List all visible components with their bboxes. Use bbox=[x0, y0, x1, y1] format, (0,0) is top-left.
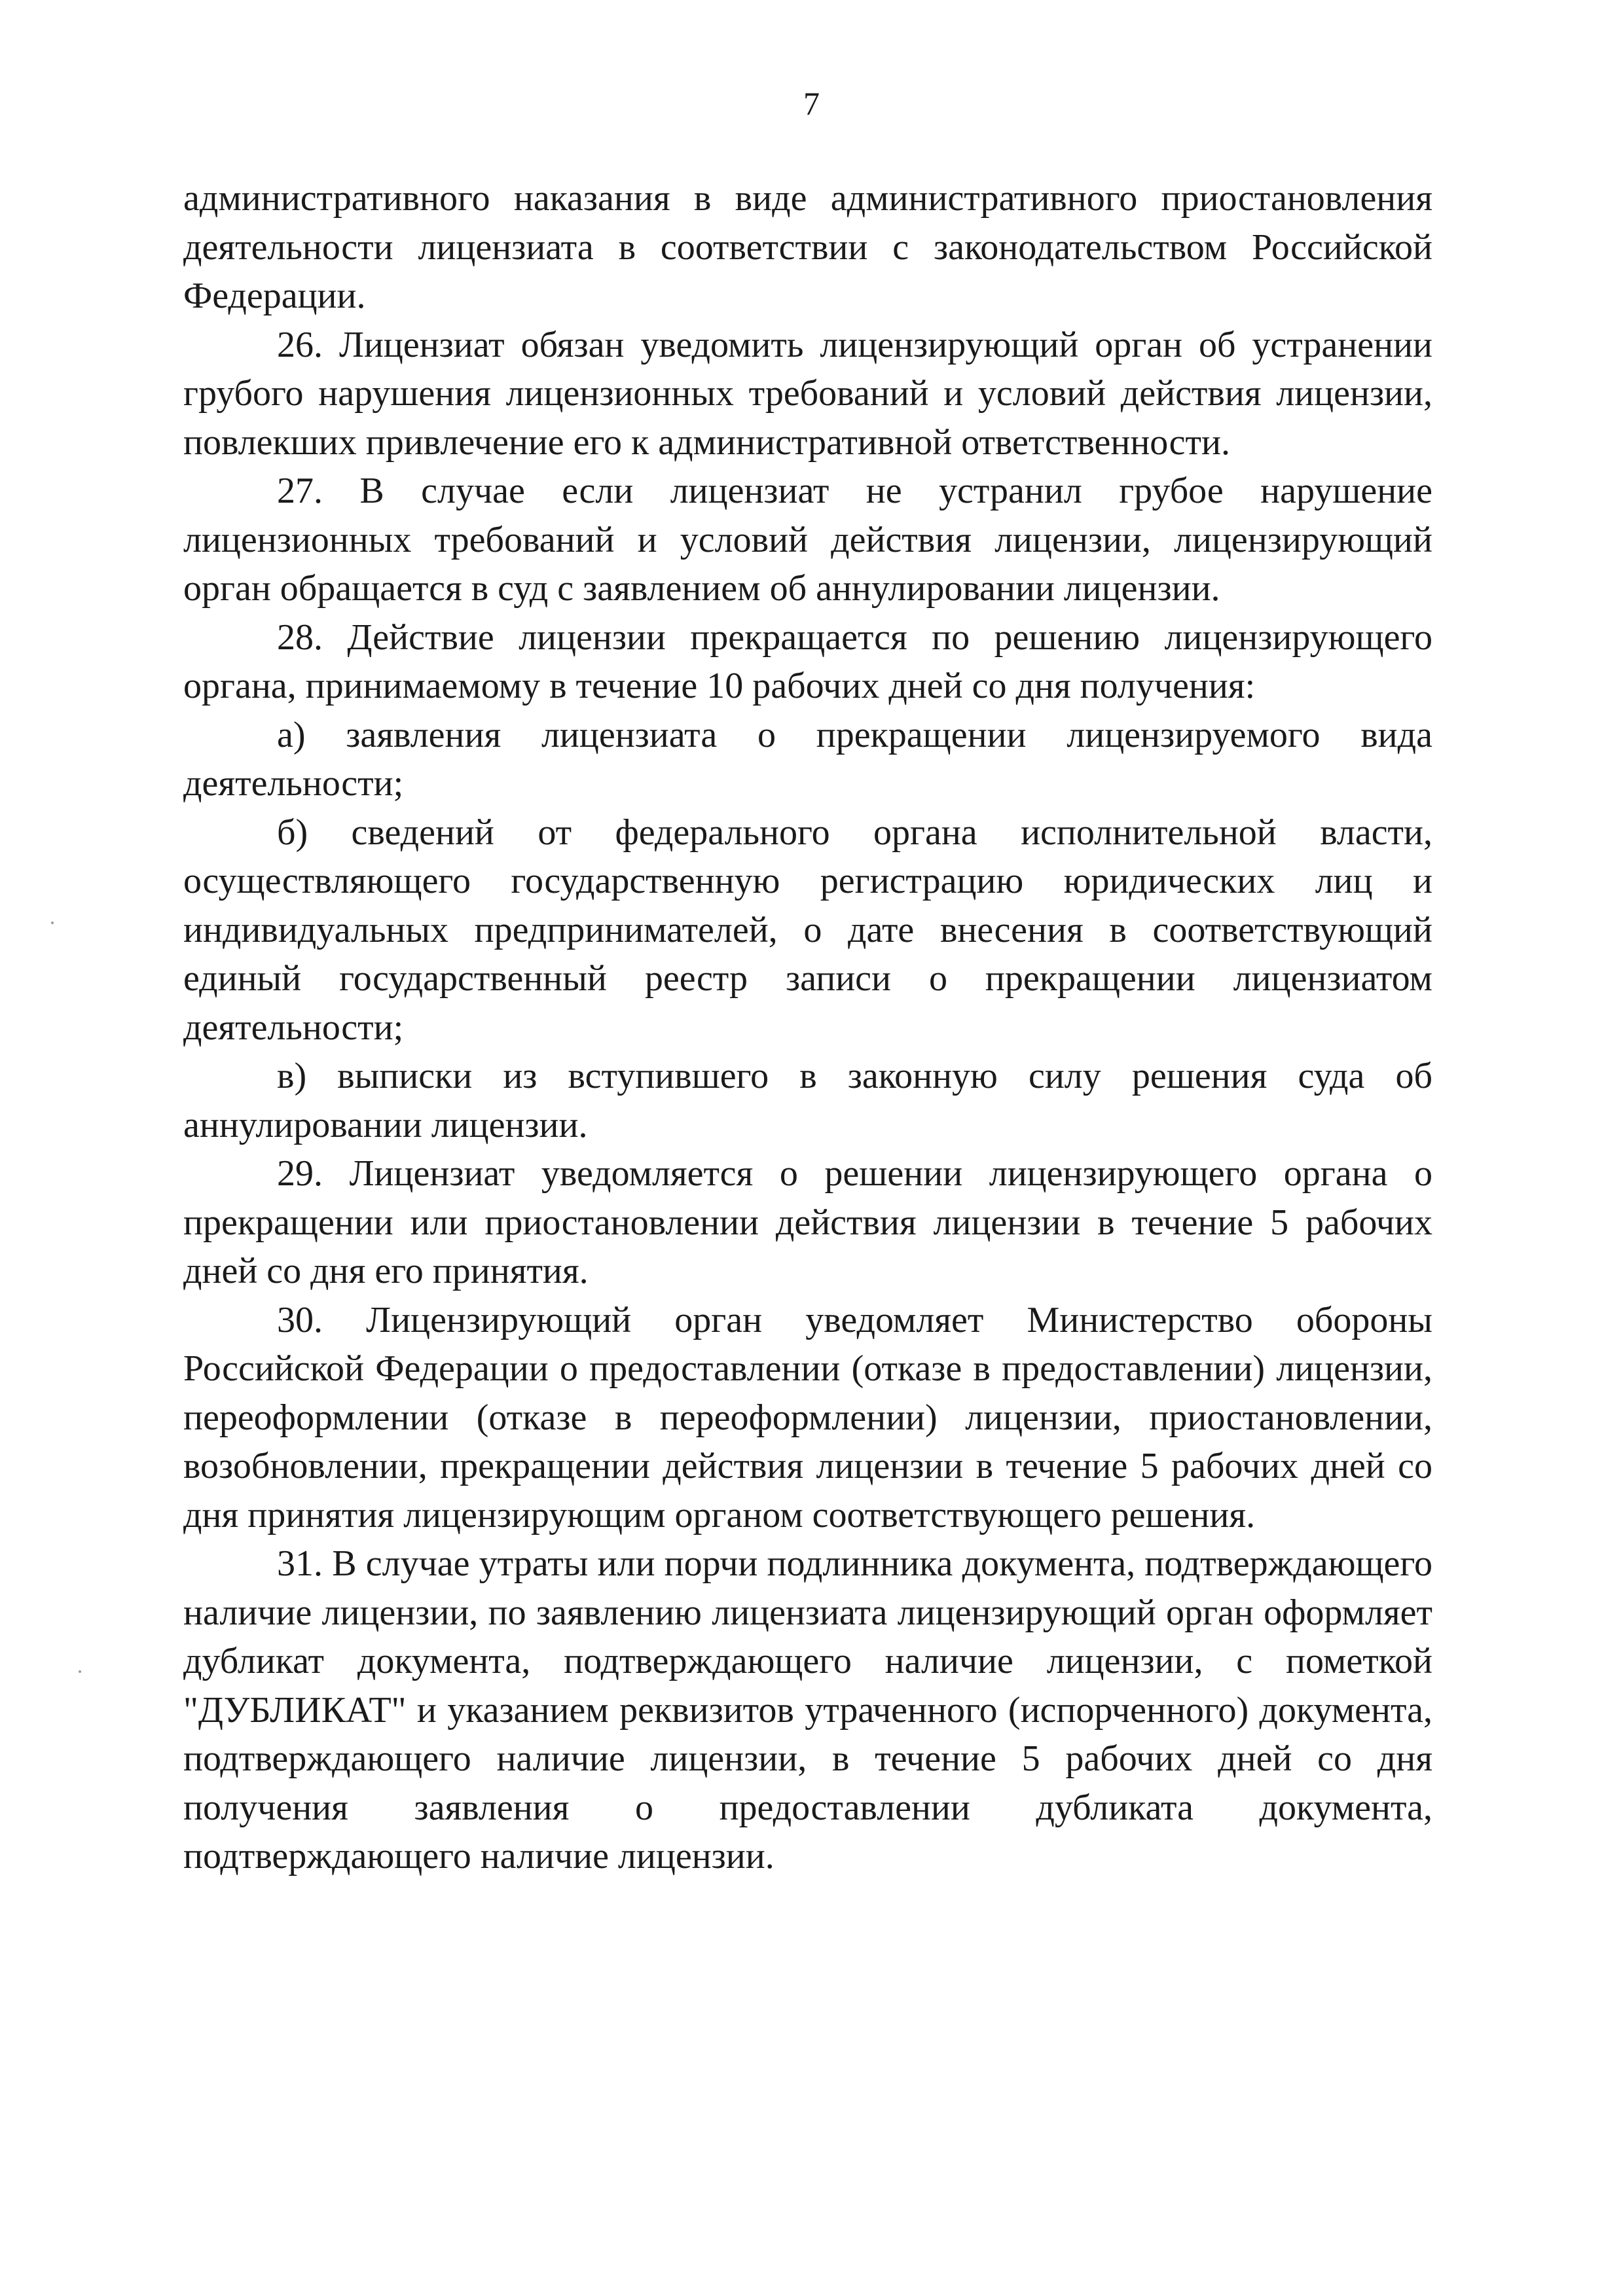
paragraph-30: 30. Лицензирующий орган уведомляет Министерство обороны Российской Федерации о предоставлении (отказе в предоставлении) лицензии, переоформлении (отказе в переоформлении) лицензии, приостановлении, возобновлении, прекращении действия лицензии в течение 5 рабочих дней со дня принятия лицензирующим органом соответствующего решения. bbox=[183, 1299, 1432, 1535]
paragraph-29: 29. Лицензиат уведомляется о решении лицензирующего органа о прекращении или приостановлении действия лицензии в течение 5 рабочих дней со дня его принятия. bbox=[183, 1153, 1432, 1291]
paragraph-28: 28. Действие лицензии прекращается по решению лицензирующего органа, принимаемому в течение 10 рабочих дней со дня получения: bbox=[183, 617, 1432, 706]
paragraph-27: 27. В случае если лицензиат не устранил грубое нарушение лицензионных требований и условий действия лицензии, лицензирующий орган обращается в суд с заявлением об аннулировании лицензии. bbox=[183, 471, 1432, 609]
paragraph-26: 26. Лицензиат обязан уведомить лицензирующий орган об устранении грубого нарушения лицензионных требований и условий действия лицензии, повлекших привлечение его к административной ответственности. bbox=[183, 324, 1432, 463]
page-number: 7 bbox=[803, 85, 820, 122]
document-body bbox=[183, 174, 1432, 1881]
paragraph-28-v: в) выписки из вступившего в законную силу решения суда об аннулировании лицензии. bbox=[183, 1056, 1432, 1145]
paragraph-28-a: а) заявления лицензиата о прекращении лицензируемого вида деятельности; bbox=[183, 714, 1432, 804]
paragraph-31: 31. В случае утраты или порчи подлинника документа, подтверждающего наличие лицензии, по заявлению лицензиата лицензирующий орган оформляет дубликат документа, подтверждающего наличие лицензии, с пометкой "ДУБЛИКАТ" и указанием реквизитов утраченного (испорченного) документа, подтверждающего наличие лицензии, в течение 5 рабочих дней со дня получения заявления о предоставлении дубликата документа, подтверждающего наличие лицензии. bbox=[183, 1543, 1432, 1876]
scan-speck bbox=[79, 1670, 81, 1673]
scan-speck bbox=[51, 922, 54, 924]
paragraph-28-b: б) сведений от федерального органа исполнительной власти, осуществляющего государственную регистрацию юридических лиц и индивидуальных предпринимателей, о дате внесения в соответствующий единый государственный реестр записи о прекращении лицензиатом деятельности; bbox=[183, 812, 1432, 1048]
paragraph-continuation: административного наказания в виде административного приостановления деятельности лицензиата в соответствии с законодательством Российской Федерации. bbox=[183, 178, 1432, 316]
